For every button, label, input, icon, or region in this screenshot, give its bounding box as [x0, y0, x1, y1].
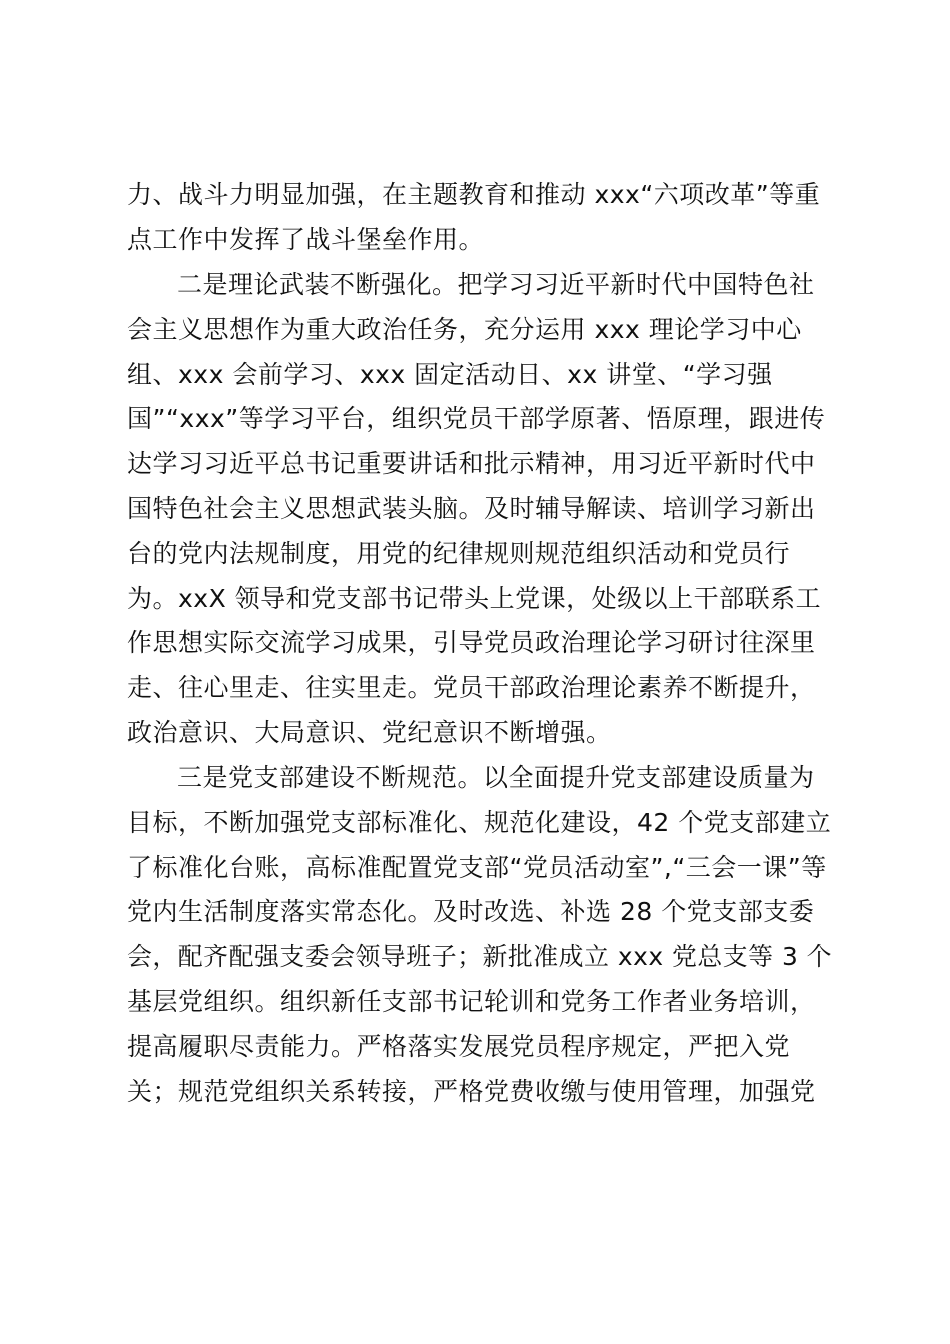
text-line: 作思想实际交流学习成果，引导党员政治理论学习研讨往深里: [127, 628, 816, 657]
text-line: 目标，不断加强党支部标准化、规范化建设，42 个党支部建立: [127, 808, 832, 837]
text-line: 组、xxx 会前学习、xxx 固定活动日、xx 讲堂、“学习强: [127, 360, 773, 389]
text-line: 为。xxX 领导和党支部书记带头上党课，处级以上干部联系工: [127, 584, 822, 613]
text-line: 政治意识、大局意识、党纪意识不断增强。: [127, 718, 612, 747]
paragraph-start-line: 二是理论武装不断强化。把学习习近平新时代中国特色社: [177, 270, 815, 299]
text-line: 国”“xxx”等学习平台，组织党员干部学原著、悟原理，跟进传: [127, 404, 826, 433]
text-line: 点工作中发挥了战斗堡垒作用。: [127, 225, 485, 254]
text-line: 关；规范党组织关系转接，严格党费收缴与使用管理，加强党: [127, 1077, 816, 1106]
text-line: 会主义思想作为重大政治任务，充分运用 xxx 理论学习中心: [127, 315, 802, 344]
text-line: 会，配齐配强支委会领导班子；新批准成立 xxx 党总支等 3 个: [127, 942, 833, 971]
text-line: 台的党内法规制度，用党的纪律规则规范组织活动和党员行: [127, 539, 791, 568]
text-line: 走、往心里走、往实里走。党员干部政治理论素养不断提升，: [127, 673, 816, 702]
text-line: 达学习习近平总书记重要讲话和批示精神，用习近平新时代中: [127, 449, 816, 478]
text-line: 提高履职尽责能力。严格落实发展党员程序规定，严把入党: [127, 1032, 791, 1061]
text-line: 党内生活制度落实常态化。及时改选、补选 28 个党支部支委: [127, 897, 815, 926]
text-line: 力、战斗力明显加强，在主题教育和推动 xxx“六项改革”等重: [127, 180, 821, 209]
text-line: 基层党组织。组织新任支部书记轮训和党务工作者业务培训，: [127, 987, 816, 1016]
text-line: 了标准化台账，高标准配置党支部“党员活动室”,“三会一课”等: [127, 853, 827, 882]
text-line: 国特色社会主义思想武装头脑。及时辅导解读、培训学习新出: [127, 494, 816, 523]
paragraph-start-line: 三是党支部建设不断规范。以全面提升党支部建设质量为: [177, 763, 815, 792]
